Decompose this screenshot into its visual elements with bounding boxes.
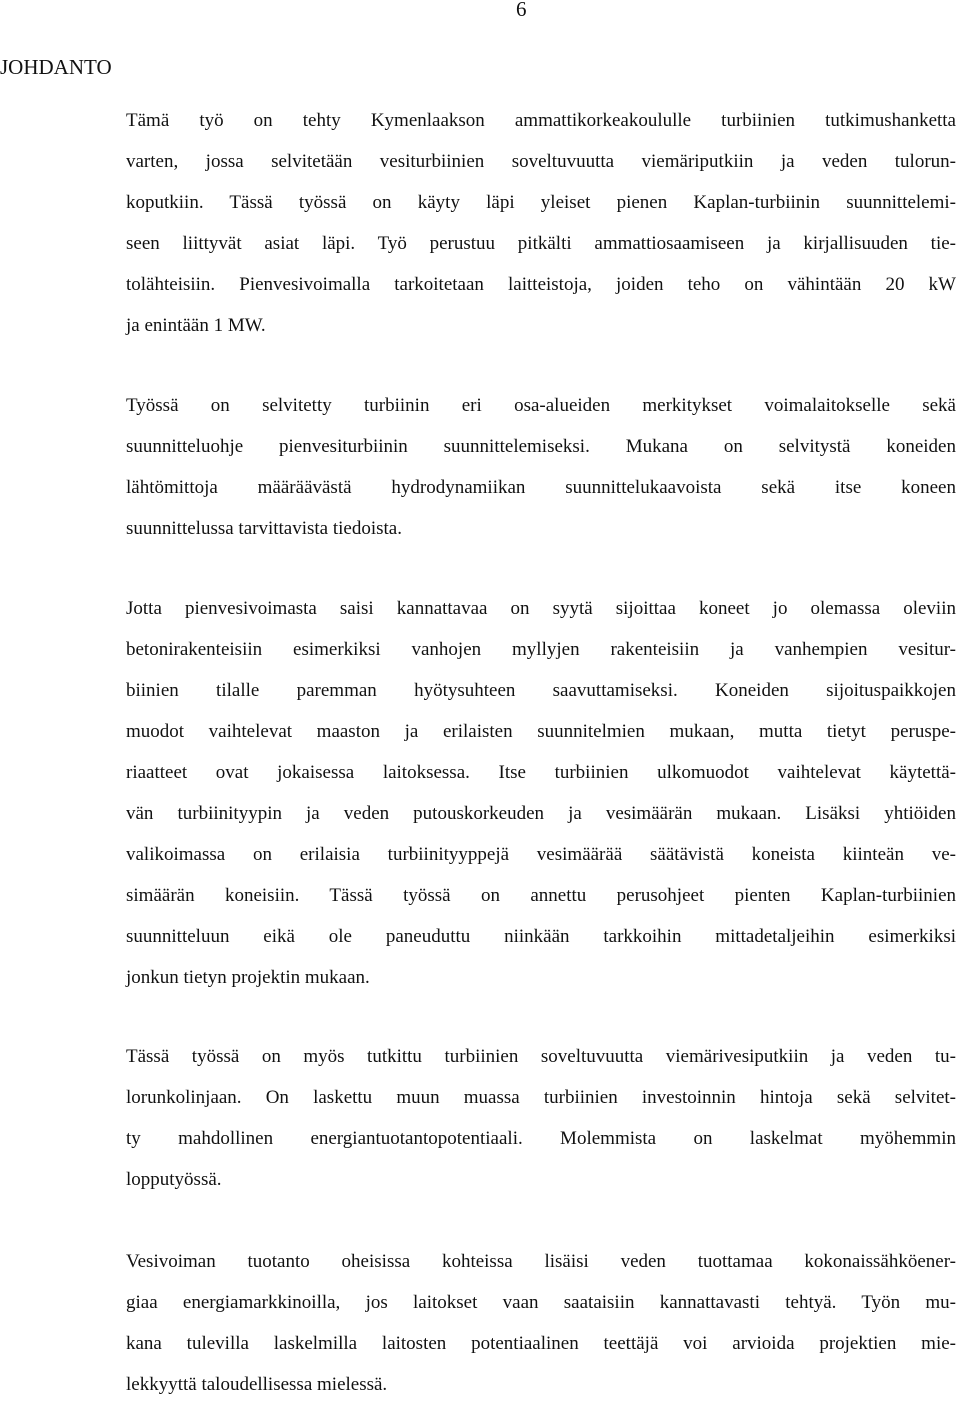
paragraph-sewer-study: [126, 1036, 956, 1200]
text-line: ty mahdollinen energiantuotantopotentiaali. Molemmista on laskelmat myöhemmin: [126, 1128, 956, 1149]
text-line: Vesivoiman tuotanto oheisissa kohteissa lisäisi veden tuottamaa kokonaissähköener-: [126, 1251, 956, 1272]
paragraph-placement: [126, 588, 956, 998]
text-line: biinien tilalle paremman hyötysuhteen saavuttamiseksi. Koneiden sijoituspaikkojen: [126, 680, 956, 701]
text-line: vän turbiinityypin ja veden putouskorkeuden ja vesimäärän mukaan. Lisäksi yhtiöiden: [126, 803, 956, 824]
text-line: tolähteisiin. Pienvesivoimalla tarkoitetaan laitteistoja, joiden teho on vähintään 20 kW: [126, 274, 956, 295]
text-line: simäärän koneisiin. Tässä työssä on annettu perusohjeet pienten Kaplan-turbiinien: [126, 885, 956, 906]
text-line: betonirakenteisiin esimerkiksi vanhojen myllyjen rakenteisiin ja vanhempien vesitur-: [126, 639, 956, 660]
section-heading: JOHDANTO: [0, 55, 112, 79]
text-line: Työssä on selvitetty turbiinin eri osa-alueiden merkitykset voimalaitokselle sekä: [126, 395, 956, 416]
text-line: lorunkolinjaan. On laskettu muun muassa turbiinien investoinnin hintoja sekä selvitet-: [126, 1087, 956, 1108]
text-line: ja enintään 1 MW.: [126, 315, 266, 336]
text-line: suunnitteluohje pienvesiturbiinin suunnittelemiseksi. Mukana on selvitystä koneiden: [126, 436, 956, 457]
text-line: Tässä työssä on myös tutkittu turbiinien soveltuvuutta viemärivesiputkiin ja veden tu-: [126, 1046, 956, 1067]
text-line: Jotta pienvesivoimasta saisi kannattavaa on syytä sijoittaa koneet jo olemassa oleviin: [126, 598, 956, 619]
text-line: seen liittyvät asiat läpi. Työ perustuu pitkälti ammattiosaamiseen ja kirjallisuuden tie-: [126, 233, 956, 254]
text-line: koputkiin. Tässä työssä on käyty läpi yleiset pienen Kaplan-turbiinin suunnittelemi-: [126, 192, 956, 213]
text-line: suunnittelussa tarvittavista tiedoista.: [126, 518, 402, 539]
paragraph-scope: [126, 385, 956, 549]
text-line: varten, jossa selvitetään vesiturbiinien soveltuvuutta viemäriputkiin ja veden tulorun-: [126, 151, 956, 172]
text-line: riaatteet ovat jokaisessa laitoksessa. Itse turbiinien ulkomuodot vaihtelevat käytettä-: [126, 762, 956, 783]
text-line: lopputyössä.: [126, 1169, 222, 1190]
text-line: jonkun tietyn projektin mukaan.: [126, 967, 370, 988]
text-line: muodot vaihtelevat maaston ja erilaisten suunnitelmien mukaan, mutta tietyt peruspe-: [126, 721, 956, 742]
text-line: lähtömittoja määräävästä hydrodynamiikan suunnittelukaavoista sekä itse koneen: [126, 477, 956, 498]
paragraph-energy-market: [126, 1241, 956, 1405]
text-line: giaa energiamarkkinoilla, jos laitokset vaan saataisiin kannattavasti tehtyä. Työn mu-: [126, 1292, 956, 1313]
paragraph-intro: [126, 100, 956, 346]
page-number: 6: [516, 0, 527, 21]
text-line: lekkyyttä taloudellisessa mielessä.: [126, 1374, 388, 1395]
text-line: kana tulevilla laskelmilla laitosten potentiaalinen teettäjä voi arvioida projektien mie-: [126, 1333, 956, 1354]
text-line: suunnitteluun eikä ole paneuduttu niinkään tarkkoihin mittadetaljeihin esimerkiksi: [126, 926, 956, 947]
text-line: Tämä työ on tehty Kymenlaakson ammattikorkeakoululle turbiinien tutkimushanketta: [126, 110, 956, 131]
text-line: valikoimassa on erilaisia turbiinityyppejä vesimäärää säätävistä koneista kiinteän ve-: [126, 844, 956, 865]
